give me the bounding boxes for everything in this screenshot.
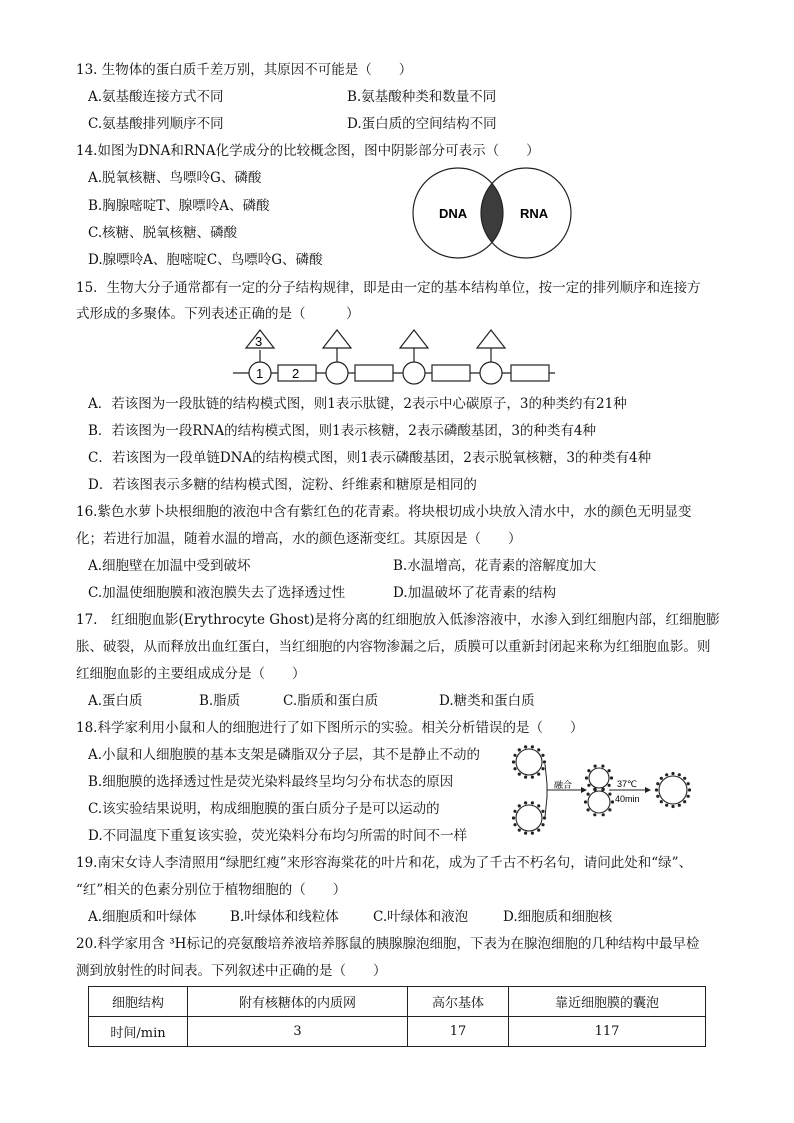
fluorescent-marker — [665, 773, 668, 776]
q14-option-d: D.腺嘌呤A、胞嘧啶C、鸟嘌呤G、磷酸 — [88, 252, 323, 268]
q13-option-b: B.氨基酸种类和数量不同 — [347, 89, 497, 105]
fluorescent-marker — [524, 801, 527, 804]
fluorescent-marker — [683, 777, 686, 780]
q13-option-d: D.蛋白质的空间结构不同 — [347, 116, 497, 132]
table-header-cell: 附有核糖体的内质网 — [188, 987, 408, 1017]
time-label: 40min — [615, 794, 640, 804]
hybrid-cell-after — [659, 776, 687, 804]
q14-option-c: C.核糖、脱氧核糖、磷酸 — [88, 225, 238, 241]
fluorescent-marker — [512, 816, 515, 819]
q13-option-c: C.氨基酸排列顺序不同 — [88, 116, 224, 132]
fluorescent-marker — [513, 810, 516, 813]
fluorescent-marker — [611, 800, 614, 803]
fluorescent-marker — [537, 773, 540, 776]
fluorescent-marker — [512, 760, 515, 763]
fluorescent-marker — [671, 772, 674, 775]
rect-2-label: 2 — [292, 366, 300, 381]
fluorescent-marker — [665, 804, 668, 807]
fluorescent-marker — [671, 805, 674, 808]
fluorescent-marker — [608, 769, 611, 772]
fluorescent-marker — [543, 760, 546, 763]
fluorescent-marker — [608, 808, 611, 811]
fluorescent-marker — [524, 832, 527, 835]
hybrid-cell-top — [589, 768, 609, 788]
triangle-3-label: 3 — [255, 334, 263, 349]
q18-stem: 18.科学家利用小鼠和人的细胞进行了如下图所示的实验。相关分析错误的是（ ） — [76, 720, 584, 736]
fluorescent-marker — [531, 801, 534, 804]
q17-option-a: A.蛋白质 — [88, 693, 143, 709]
fluorescent-marker — [541, 754, 544, 757]
table-header-cell: 高尔基体 — [408, 987, 509, 1017]
cell-fusion-diagram — [505, 742, 705, 842]
q18-option-c: C.该实验结果说明，构成细胞膜的蛋白质分子是可以运动的 — [88, 801, 440, 817]
fluorescent-marker — [587, 808, 590, 811]
fluorescent-marker — [513, 754, 516, 757]
mouse-cell — [516, 749, 542, 775]
fluorescent-marker — [587, 769, 590, 772]
venn-diagram — [402, 167, 582, 259]
fluorescent-marker — [683, 800, 686, 803]
q13-option-a: A.氨基酸连接方式不同 — [88, 89, 224, 105]
q19-option-b: B.叶绿体和线粒体 — [230, 909, 339, 925]
q17-stem-line1: 17. 红细胞血影(Erythrocyte Ghost)是将分离的红细胞放入低渗溶液中，水渗入到红细胞内部，红细胞膨 — [76, 612, 720, 628]
fluorescent-marker — [687, 795, 690, 798]
table-header-cell: 靠近细胞膜的囊泡 — [509, 987, 706, 1017]
human-cell — [516, 805, 542, 831]
fluorescent-marker — [541, 823, 544, 826]
fluorescent-marker — [608, 793, 611, 796]
fluorescent-marker — [531, 832, 534, 835]
fluorescent-marker — [656, 782, 659, 785]
q20-table — [88, 986, 706, 1047]
q16-option-c: C.加温使细胞膜和液泡膜失去了选择透过性 — [88, 585, 346, 601]
temperature-label: 37℃ — [617, 779, 638, 789]
q16-option-a: A.细胞壁在加温中受到破坏 — [88, 558, 251, 574]
fluorescent-marker — [678, 773, 681, 776]
q17-stem-line3: 红细胞血影的主要组成成分是（ ） — [76, 666, 306, 682]
fluorescent-marker — [518, 773, 521, 776]
q15-option-c: C．若该图为一段单链DNA的结构模式图，则1表示磷酸基团，2表示脱氧核糖，3的种类有4种 — [88, 450, 652, 466]
table-row — [89, 1017, 706, 1047]
fluorescent-marker — [601, 765, 604, 768]
polymer-triangle — [323, 330, 351, 348]
q14-option-a: A.脱氧核糖、鸟嘌呤G、磷酸 — [88, 170, 262, 186]
fluorescent-marker — [541, 767, 544, 770]
fluorescent-marker — [518, 829, 521, 832]
q16-stem-line2: 化；若进行加温，随着水温的增高，水的颜色逐渐变红。其原因是（ ） — [76, 531, 522, 547]
fluorescent-marker — [660, 777, 663, 780]
table-header-row — [89, 987, 706, 1017]
incubation-arrowhead — [645, 787, 651, 793]
fluorescent-marker — [678, 804, 681, 807]
polymer-circle — [326, 362, 348, 384]
fluorescent-marker — [543, 816, 546, 819]
q15-option-b: B．若该图为一段RNA的结构模式图，则1表示核糖，2表示磷酸基团，3的种类有4种 — [88, 423, 597, 439]
q19-option-a: A.细胞质和叶绿体 — [88, 909, 197, 925]
fluorescent-marker — [587, 793, 590, 796]
table-cell: 117 — [509, 1017, 706, 1047]
q15-option-d: D．若该图表示多糖的结构模式图，淀粉、纤维素和糖原是相同的 — [88, 477, 477, 493]
q15-stem-line2: 式形成的多聚体。下列表述正确的是（ ） — [76, 306, 360, 322]
fluorescent-marker — [656, 795, 659, 798]
fluorescent-marker — [655, 788, 658, 791]
fusion-arrowhead — [581, 787, 587, 793]
polymer-rect — [511, 365, 549, 381]
venn-dna-label: DNA — [439, 206, 468, 221]
fluorescent-marker — [518, 804, 521, 807]
circle-1-label: 1 — [256, 366, 264, 381]
polymer-circle — [480, 362, 502, 384]
hybrid-cell-bottom — [588, 791, 610, 813]
fluorescent-marker — [524, 776, 527, 779]
q16-stem-line1: 16.紫色水萝卜块根细胞的液泡中含有紫红色的花青素。将块根切成小块放入清水中，水的颜色无明显变 — [76, 504, 692, 520]
q19-option-d: D.细胞质和细胞核 — [503, 909, 613, 925]
fluorescent-marker — [537, 804, 540, 807]
fusion-bracket-bottom — [545, 797, 547, 817]
fluorescent-marker — [584, 800, 587, 803]
q17-option-b: B.脂质 — [199, 693, 241, 709]
venn-rna-label: RNA — [520, 206, 549, 221]
q16-option-d: D.加温破坏了花青素的结构 — [393, 585, 557, 601]
q14-stem: 14.如图为DNA和RNA化学成分的比较概念图，图中阴影部分可表示（ ） — [76, 143, 540, 159]
fluorescent-marker — [688, 788, 691, 791]
q16-option-b: B.水温增高，花青素的溶解度加大 — [393, 558, 597, 574]
fluorescent-marker — [585, 776, 588, 779]
polymer-diagram — [230, 326, 570, 388]
q14-option-b: B.胸腺嘧啶T、腺嘌呤A、磷酸 — [88, 198, 270, 214]
fluorescent-marker — [531, 776, 534, 779]
fluorescent-marker — [541, 810, 544, 813]
q15-stem-line1: 15．生物大分子通常都有一定的分子结构规律，即是由一定的基本结构单位，按一定的排列顺序和连接方 — [76, 280, 701, 296]
fluorescent-marker — [594, 765, 597, 768]
fluorescent-marker — [518, 748, 521, 751]
fusion-label: 融合 — [554, 780, 573, 790]
fluorescent-marker — [602, 788, 605, 791]
fluorescent-marker — [602, 813, 605, 816]
q13-stem: 13. 生物体的蛋白质千差万别，其原因不可能是（ ） — [76, 62, 413, 78]
fluorescent-marker — [537, 748, 540, 751]
fluorescent-marker — [687, 782, 690, 785]
q18-option-d: D.不同温度下重复该实验，荧光染料分布均匀所需的时间不一样 — [88, 828, 468, 844]
fluorescent-marker — [593, 813, 596, 816]
q19-stem-line2: “红”相关的色素分别位于植物细胞的（ ） — [76, 882, 347, 898]
table-header-cell: 细胞结构 — [89, 987, 188, 1017]
fusion-bracket-top — [545, 764, 547, 784]
polymer-circle — [403, 362, 425, 384]
q19-stem-line1: 19.南宋女诗人李清照用“绿肥红瘦”来形容海棠花的叶片和花，成为了千古不朽名句，请问此处和“绿”、 — [76, 855, 693, 871]
polymer-rect — [432, 365, 470, 381]
q20-stem-line2: 测到放射性的时间表。下列叙述中正确的是（ ） — [76, 963, 387, 979]
q17-option-c: C.脂质和蛋白质 — [283, 693, 379, 709]
polymer-triangle — [400, 330, 428, 348]
fluorescent-marker — [513, 767, 516, 770]
q17-option-d: D.糖类和蛋白质 — [439, 693, 535, 709]
q17-stem-line2: 胀、破裂，从而释放出血红蛋白，当红细胞的内容物渗漏之后，质膜可以重新封闭起来称为红细胞血影。则 — [76, 639, 711, 655]
table-cell: 17 — [408, 1017, 509, 1047]
fluorescent-marker — [660, 800, 663, 803]
fluorescent-marker — [531, 745, 534, 748]
q18-option-a: A.小鼠和人细胞膜的基本支架是磷脂双分子层，其不是静止不动的 — [88, 747, 481, 763]
fluorescent-marker — [524, 745, 527, 748]
q20-stem-line1: 20.科学家用含 ³H标记的亮氨酸培养液培养豚鼠的胰腺腺泡细胞，下表为在腺泡细胞的几种结构中最早检 — [76, 936, 700, 952]
fluorescent-marker — [593, 788, 596, 791]
fluorescent-marker — [513, 823, 516, 826]
q15-option-a: A．若该图为一段肽链的结构模式图，则1表示肽键，2表示中心碳原子，3的种类约有21种 — [88, 396, 627, 412]
q18-option-b: B.细胞膜的选择透过性是荧光染料最终呈均匀分布状态的原因 — [88, 774, 454, 790]
fluorescent-marker — [610, 776, 613, 779]
table-cell: 3 — [188, 1017, 408, 1047]
polymer-triangle — [477, 330, 505, 348]
fluorescent-marker — [608, 784, 611, 787]
polymer-rect — [355, 365, 393, 381]
fluorescent-marker — [587, 784, 590, 787]
table-row-label: 时间/min — [89, 1017, 188, 1047]
q19-option-c: C.叶绿体和液泡 — [373, 909, 469, 925]
fluorescent-marker — [537, 829, 540, 832]
